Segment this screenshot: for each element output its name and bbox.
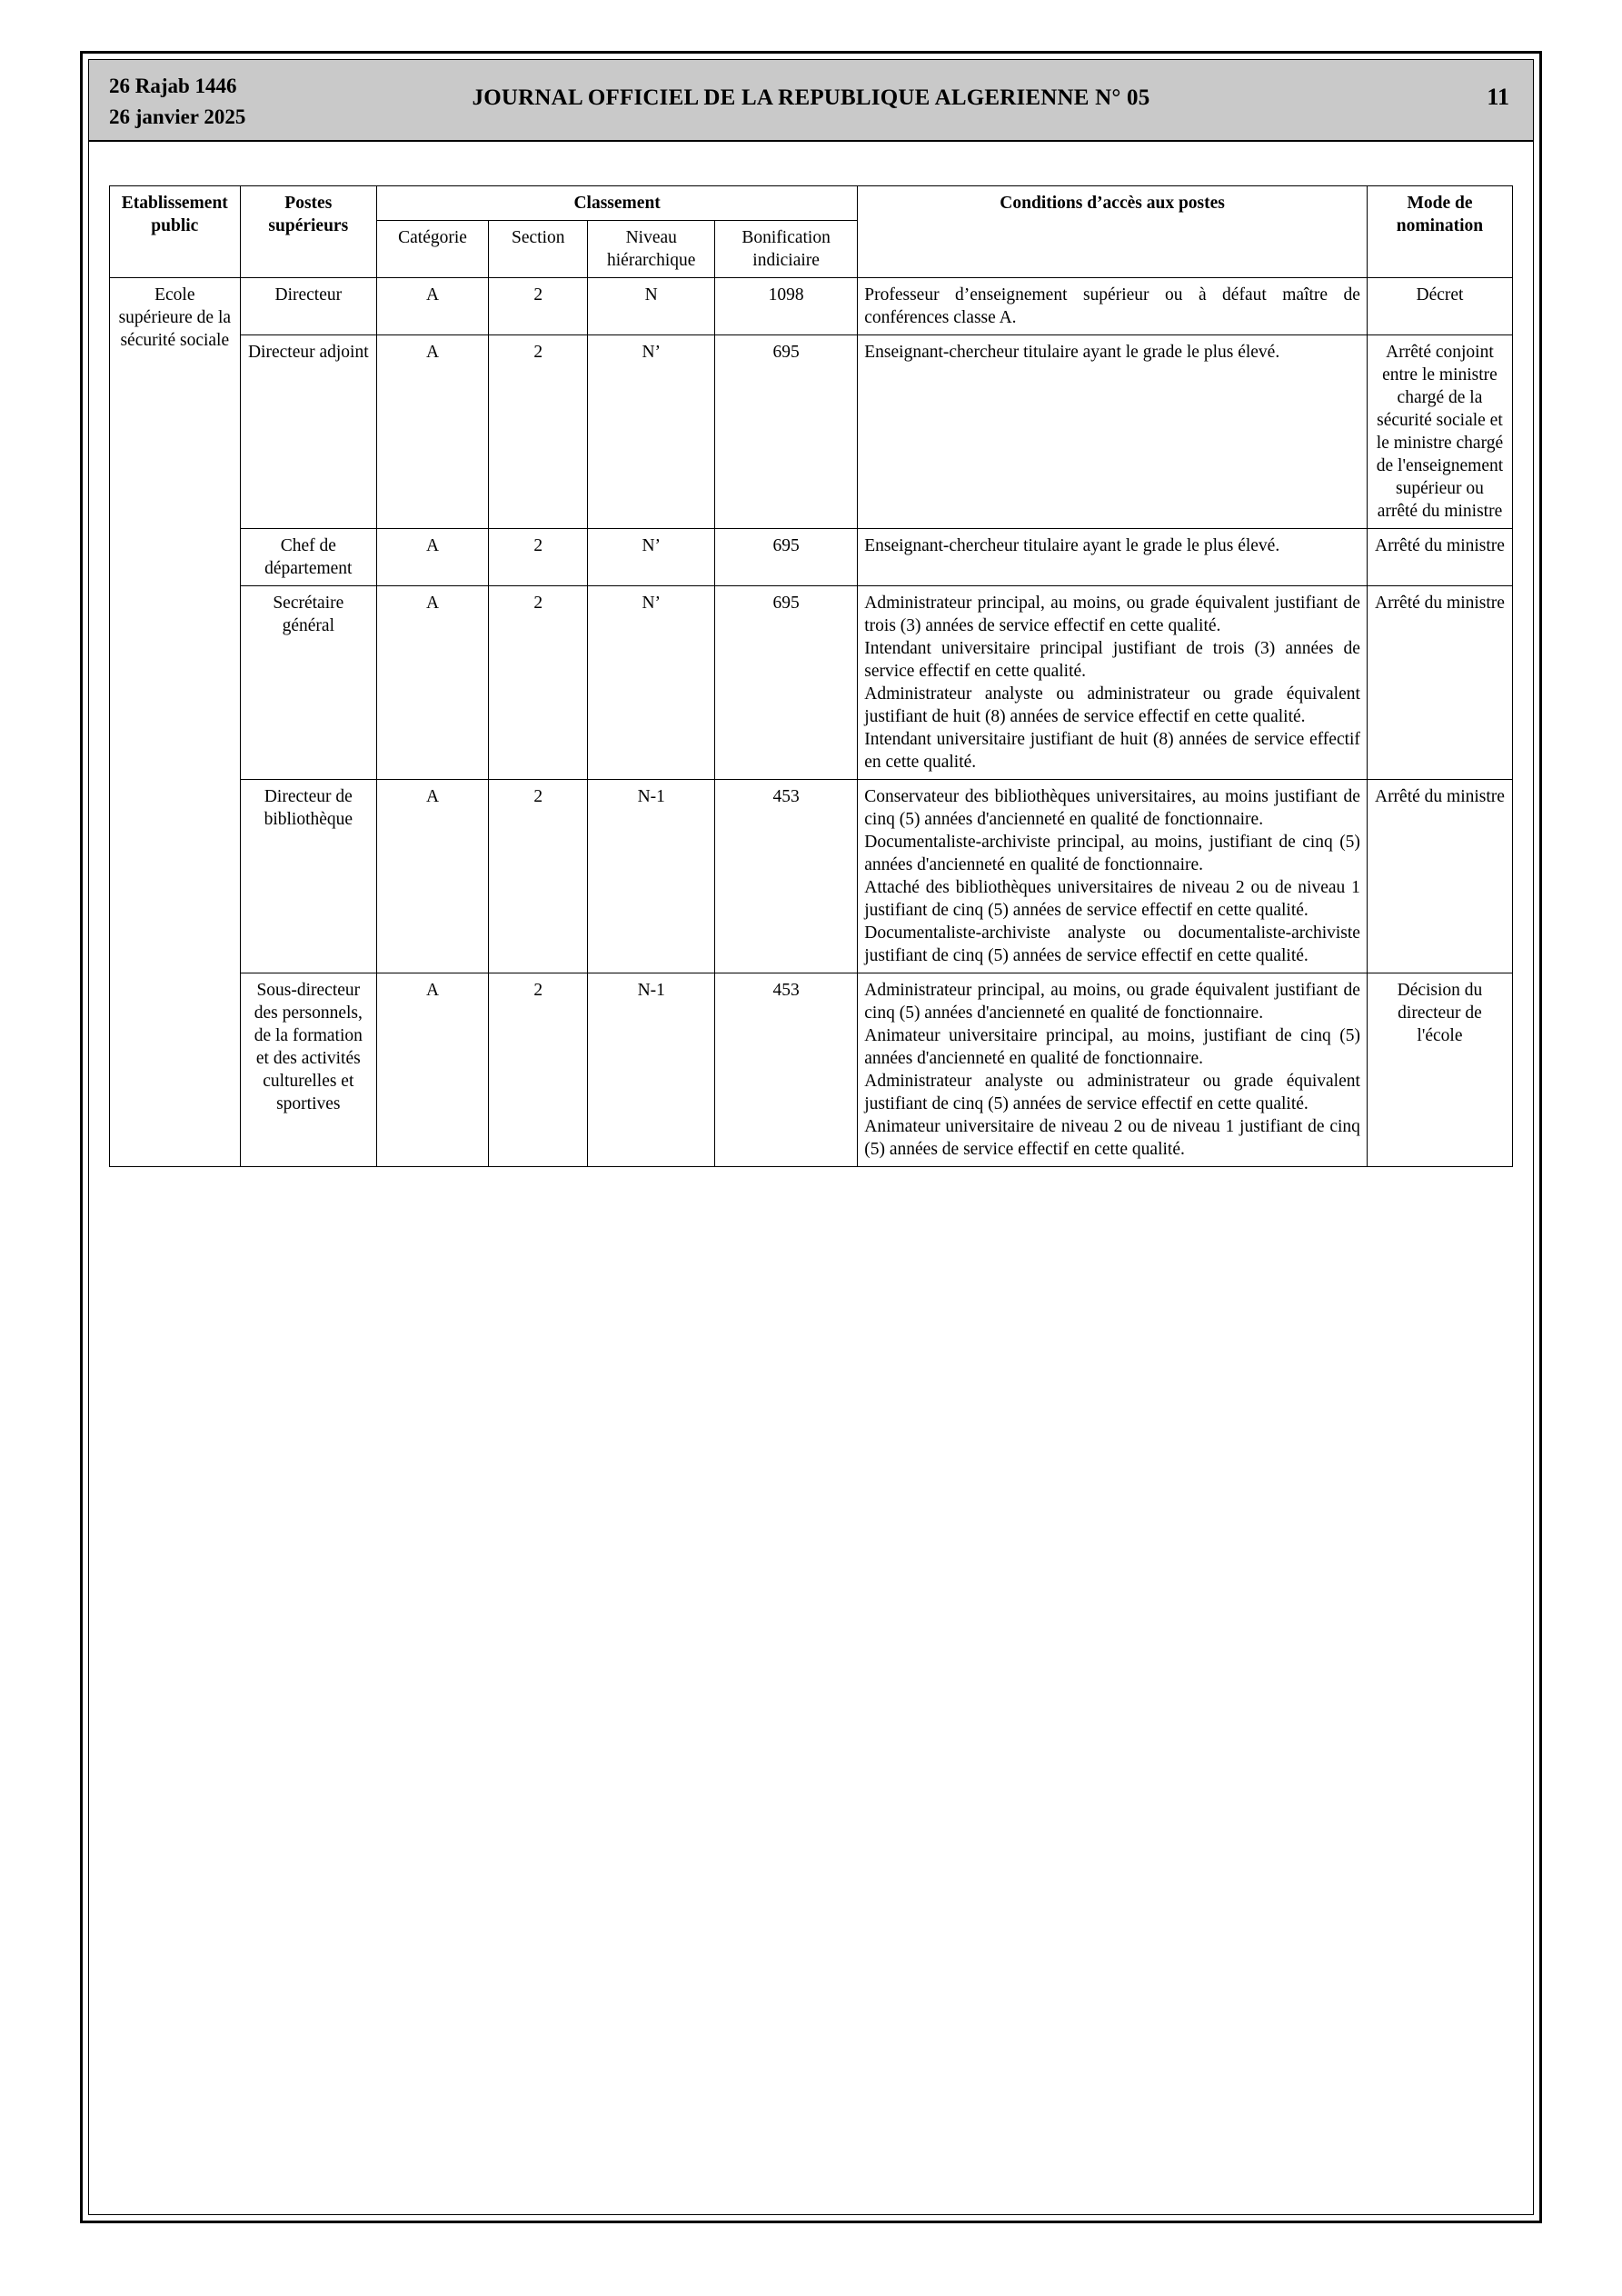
cell-poste: Directeur adjoint <box>240 335 376 529</box>
condition-line: Enseignant-chercheur titulaire ayant le grade le plus élevé. <box>864 536 1280 555</box>
posts-table <box>109 185 1513 1167</box>
cell-niveau: N-1 <box>588 973 714 1167</box>
cell-mode: Arrêté conjoint entre le ministre chargé de la sécurité sociale et le ministre chargé de l'enseignement supérieur ou arrêté du ministre <box>1367 335 1512 529</box>
table-header-row-1 <box>110 186 1513 221</box>
header-conditions: Conditions d’accès aux postes <box>858 186 1368 278</box>
cell-mode: Décret <box>1367 278 1512 335</box>
page-number: 11 <box>1487 84 1509 110</box>
cell-conditions <box>858 780 1368 973</box>
condition-line: Attaché des bibliothèques universitaires de niveau 2 ou de niveau 1 justifiant de cinq (5) années de service effectif en cette qualité. <box>864 878 1360 920</box>
cell-niveau: N’ <box>588 529 714 586</box>
cell-categorie: A <box>377 586 489 780</box>
cell-conditions <box>858 335 1368 529</box>
cell-poste: Directeur <box>240 278 376 335</box>
cell-mode: Arrêté du ministre <box>1367 529 1512 586</box>
cell-categorie: A <box>377 529 489 586</box>
cell-niveau: N <box>588 278 714 335</box>
cell-section: 2 <box>489 335 588 529</box>
condition-line: Documentaliste-archiviste analyste ou documentaliste-archiviste justifiant de cinq (5) années de service effectif en cette qualité. <box>864 923 1360 965</box>
condition-line: Enseignant-chercheur titulaire ayant le grade le plus élevé. <box>864 343 1280 362</box>
condition-line: Animateur universitaire principal, au moins, justifiant de cinq (5) années d'ancienneté en qualité de fonctionnaire. <box>864 1026 1360 1068</box>
cell-section: 2 <box>489 278 588 335</box>
condition-line: Administrateur analyste ou administrateur ou grade équivalent justifiant de huit (8) années de service effectif en cette qualité. <box>864 684 1360 726</box>
cell-conditions <box>858 278 1368 335</box>
table-row <box>110 586 1513 780</box>
cell-bonification: 695 <box>714 335 857 529</box>
cell-niveau: N’ <box>588 586 714 780</box>
cell-establishment: Ecole supérieure de la sécurité sociale <box>110 278 241 1167</box>
header-postes: Postes supérieurs <box>240 186 376 278</box>
cell-categorie: A <box>377 973 489 1167</box>
cell-poste: Secrétaire général <box>240 586 376 780</box>
cell-categorie: A <box>377 335 489 529</box>
cell-bonification: 1098 <box>714 278 857 335</box>
cell-bonification: 695 <box>714 529 857 586</box>
header-date-gregorian: 26 janvier 2025 <box>109 105 246 128</box>
cell-bonification: 453 <box>714 780 857 973</box>
table-row <box>110 278 1513 335</box>
cell-section: 2 <box>489 780 588 973</box>
condition-line: Conservateur des bibliothèques universitaires, au moins justifiant de cinq (5) années d'ancienneté en qualité de fonctionnaire. <box>864 787 1360 829</box>
header-bonification: Bonification indiciaire <box>714 221 857 278</box>
condition-line: Administrateur principal, au moins, ou grade équivalent justifiant de trois (3) années de service effectif en cette qualité. <box>864 594 1360 635</box>
cell-conditions <box>858 586 1368 780</box>
cell-conditions <box>858 529 1368 586</box>
header-categorie: Catégorie <box>377 221 489 278</box>
cell-conditions <box>858 973 1368 1167</box>
cell-poste: Chef de département <box>240 529 376 586</box>
cell-poste: Directeur de bibliothèque <box>240 780 376 973</box>
header-mode: Mode de nomination <box>1367 186 1512 278</box>
header-niveau: Niveau hiérarchique <box>588 221 714 278</box>
cell-section: 2 <box>489 973 588 1167</box>
page-header <box>89 60 1533 142</box>
condition-line: Animateur universitaire de niveau 2 ou de niveau 1 justifiant de cinq (5) années de service effectif en cette qualité. <box>864 1117 1360 1159</box>
condition-line: Administrateur principal, au moins, ou grade équivalent justifiant de cinq (5) années d'ancienneté en qualité de fonctionnaire. <box>864 981 1360 1023</box>
table-row <box>110 973 1513 1167</box>
header-section: Section <box>489 221 588 278</box>
cell-mode: Arrêté du ministre <box>1367 780 1512 973</box>
condition-line: Administrateur analyste ou administrateur ou grade équivalent justifiant de cinq (5) années de service effectif en cette qualité. <box>864 1072 1360 1113</box>
cell-niveau: N-1 <box>588 780 714 973</box>
header-etablissement: Etablissement public <box>110 186 241 278</box>
page-inner-border <box>88 59 1534 2215</box>
cell-mode: Décision du directeur de l'école <box>1367 973 1512 1167</box>
condition-line: Intendant universitaire principal justifiant de trois (3) années de service effectif en cette qualité. <box>864 639 1360 681</box>
table-row <box>110 335 1513 529</box>
journal-title: JOURNAL OFFICIEL DE LA REPUBLIQUE ALGERIENNE N° 05 <box>472 85 1150 110</box>
condition-line: Documentaliste-archiviste principal, au moins, justifiant de cinq (5) années d'ancienneté en qualité de fonctionnaire. <box>864 833 1360 874</box>
condition-line: Professeur d’enseignement supérieur ou à défaut maître de conférences classe A. <box>864 285 1360 327</box>
cell-bonification: 453 <box>714 973 857 1167</box>
cell-mode: Arrêté du ministre <box>1367 586 1512 780</box>
cell-bonification: 695 <box>714 586 857 780</box>
page-outer-border <box>80 51 1542 2223</box>
cell-niveau: N’ <box>588 335 714 529</box>
page-content <box>89 144 1533 2214</box>
cell-poste: Sous-directeur des personnels, de la formation et des activités culturelles et sportives <box>240 973 376 1167</box>
cell-categorie: A <box>377 780 489 973</box>
table-row <box>110 780 1513 973</box>
table-row <box>110 529 1513 586</box>
cell-section: 2 <box>489 529 588 586</box>
condition-line: Intendant universitaire justifiant de huit (8) années de service effectif en cette qualité. <box>864 730 1360 772</box>
cell-categorie: A <box>377 278 489 335</box>
cell-section: 2 <box>489 586 588 780</box>
header-classement: Classement <box>377 186 858 221</box>
header-date-hijri: 26 Rajab 1446 <box>109 75 237 97</box>
